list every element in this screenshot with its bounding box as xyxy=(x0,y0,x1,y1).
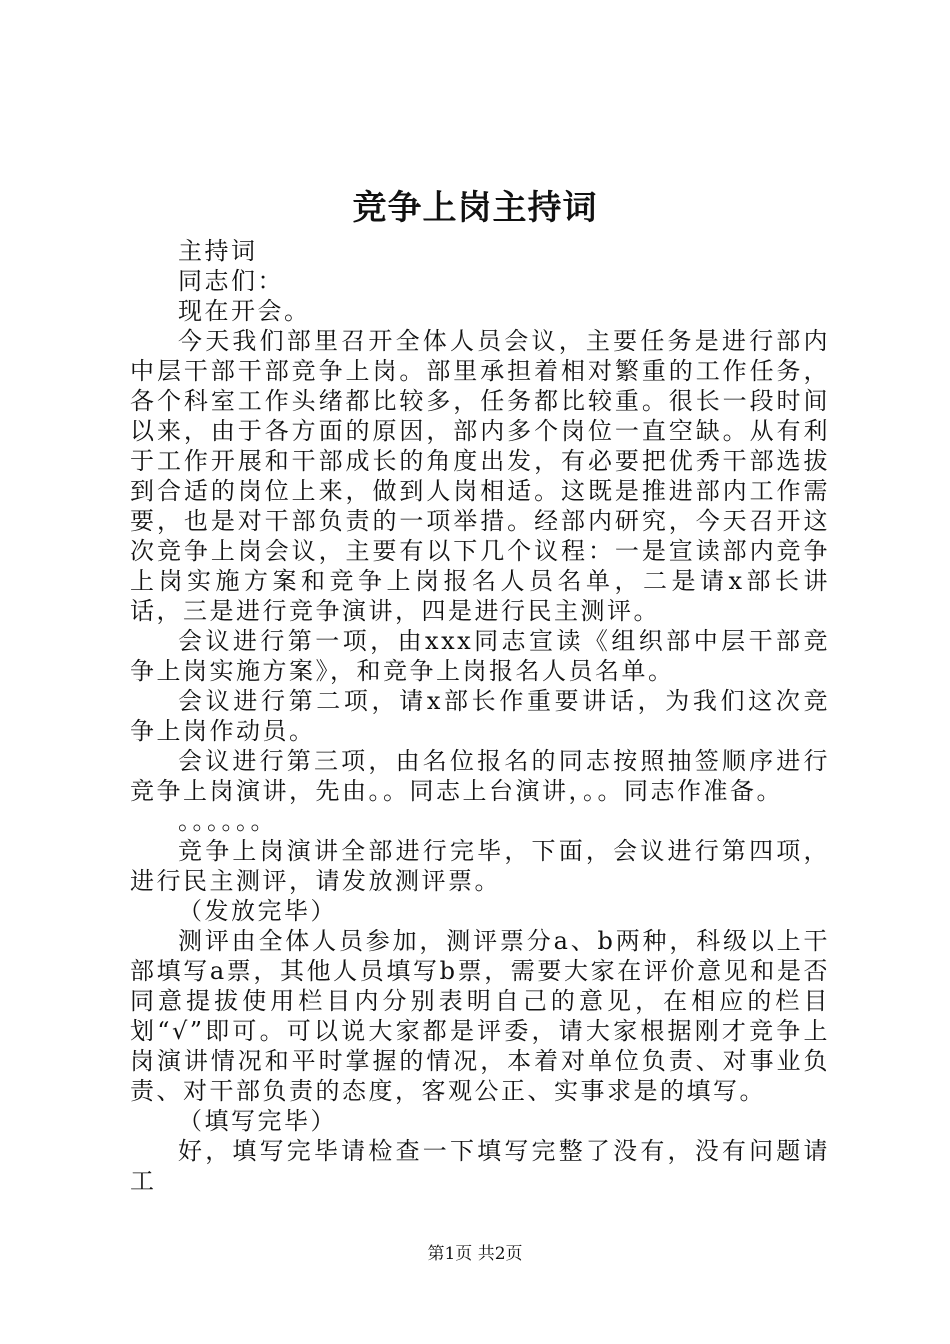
paragraph-host-word: 主持词 xyxy=(178,237,258,265)
paragraph-evaluation-instructions: 测评由全体人员参加，测评票分a、b两种，科级以上干部填写a票，其他人员填写b票，需要大家在评价意见和是否同意提拔使用栏目内分别表明自己的意见，在相应的栏目划“√”即可。可以说大家都是评委，请大家根据刚才竞争上岗演讲情况和平时掌握的情况，本着对单位负责、对事业负责、对干部负责的态度，客观公正、实事求是的填写。 xyxy=(130,927,830,1105)
paragraph-item-one: 会议进行第一项，由xxx同志宣读《组织部中层干部竞争上岗实施方案》，和竞争上岗报名人员名单。 xyxy=(130,627,830,685)
paragraph-filling-note: （填写完毕） xyxy=(178,1107,337,1135)
paragraph-meeting-purpose: 今天我们部里召开全体人员会议，主要任务是进行部内中层干部干部竞争上岗。部里承担着相对繁重的工作任务，各个科室工作头绪都比较多，任务都比较重。很长一段时间以来，由于各方面的原因，部内多个岗位一直空缺。从有利于工作开展和干部成长的角度出发，有必要把优秀干部选拔到合适的岗位上来，做到人岗相适。这既是推进部内工作需要，也是对干部负责的一项举措。经部内研究，今天召开这次竞争上岗会议，主要有以下几个议程：一是宣读部内竞争上岗实施方案和竞争上岗报名人员名单，二是请x部长讲话，三是进行竞争演讲，四是进行民主测评。 xyxy=(130,327,830,625)
paragraph-greeting: 同志们： xyxy=(178,267,284,295)
paragraph-distribution-note: （发放完毕） xyxy=(178,897,337,925)
paragraph-item-two: 会议进行第二项，请x部长作重要讲话，为我们这次竞争上岗作动员。 xyxy=(130,687,830,745)
paragraph-opening: 现在开会。 xyxy=(178,297,311,325)
document-title: 竞争上岗主持词 xyxy=(352,188,598,228)
paragraph-check-request: 好，填写完毕请检查一下填写完整了没有，没有问题请工 xyxy=(130,1137,830,1195)
paragraph-item-four: 竞争上岗演讲全部进行完毕，下面，会议进行第四项，进行民主测评，请发放测评票。 xyxy=(130,837,830,895)
page-number-footer: 第1页 共2页 xyxy=(427,1244,523,1264)
paragraph-ellipsis: 。。。。。。 xyxy=(178,807,277,835)
document-body xyxy=(130,236,830,1196)
paragraph-item-three: 会议进行第三项，由名位报名的同志按照抽签顺序进行竞争上岗演讲，先由。。同志上台演讲，。。同志作准备。 xyxy=(130,747,830,805)
